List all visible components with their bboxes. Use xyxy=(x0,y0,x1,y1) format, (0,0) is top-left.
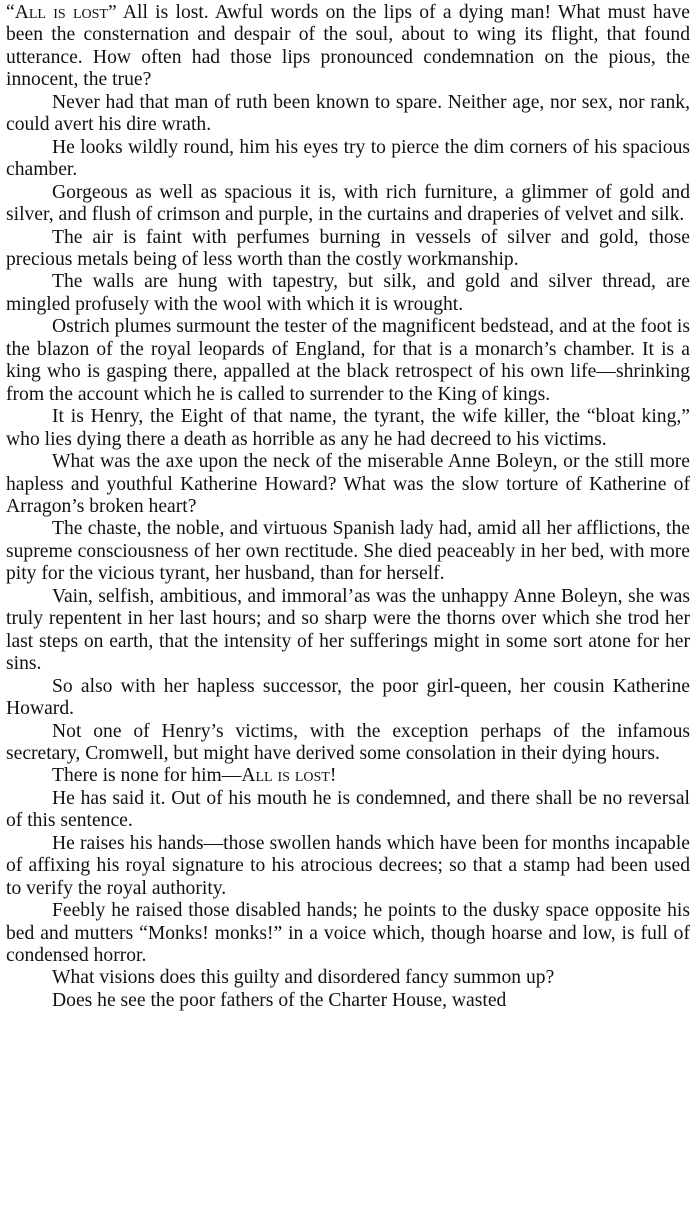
small-caps-exclamation: All is lost xyxy=(241,765,330,787)
paragraph-10: The chaste, the noble, and virtuous Spanish lady had, amid all her afflictions, the supreme consciousness of her own rectitude. She died peaceably in her bed, with more pity for the vicious tyrant, her husband, than for herself. xyxy=(6,518,690,585)
paragraph-18: What visions does this guilty and disordered fancy summon up? xyxy=(52,967,555,989)
paragraph-6: The walls are hung with tapestry, but silk, and gold and silver thread, are mingled profusely with the wool with which it is wrought. xyxy=(6,271,690,315)
paragraph-17: Feebly he raised those disabled hands; he points to the dusky space opposite his bed and mutters “Monks! monks!” in a voice which, though hoarse and low, is full of condensed horror. xyxy=(6,900,690,967)
small-caps-exclamation: “All is lost” xyxy=(6,2,117,23)
paragraph-11: Vain, selfish, ambitious, and immoral’as was the unhappy Anne Boleyn, she was truly repentent in her last hours; and so sharp were the thorns over which she trod her last steps on earth, that the intensity of her sufferings might in some sort atone for her sins. xyxy=(6,585,690,675)
paragraph-9: What was the axe upon the neck of the miserable Anne Boleyn, or the still more hapless and youthful Katherine Howard? What was the slow torture of Katherine of Arragon’s broken heart? xyxy=(6,451,690,517)
paragraph-4: Gorgeous as well as spacious it is, with rich furniture, a glimmer of gold and silver, and flush of crimson and purple, in the curtains and draperies of velvet and silk. xyxy=(6,181,690,226)
paragraph-12: So also with her hapless successor, the poor girl-queen, her cousin Katherine Howard. xyxy=(6,675,690,720)
paragraph-19: Does he see the poor fathers of the Charter House, wasted xyxy=(52,989,507,1011)
paragraph-5: The air is faint with perfumes burning in vessels of silver and gold, those precious metals being of less worth than the costly workmanship. xyxy=(6,226,690,270)
paragraph-14 xyxy=(6,765,690,787)
paragraph-text-end: ! xyxy=(329,765,337,787)
paragraph-13: Not one of Henry’s victims, with the exception perhaps of the infamous secretary, Cromwell, but might have derived some consolation in their dying hours. xyxy=(6,720,690,764)
paragraph-text: There is none for him— xyxy=(52,765,242,787)
paragraph-8: It is Henry, the Eight of that name, the tyrant, the wife killer, the “bloat king,” who lies dying there a death as horrible as any he had decreed to his victims. xyxy=(6,406,690,450)
paragraph-1 xyxy=(6,2,690,92)
paragraph-text: All is lost. Awful words on the lips of a dying man! What must have been the consternation and despair of the soul, about to wing its flight, that found utterance. How often had those lips pronounced condemnation on the pious, the innocent, the true? xyxy=(6,2,690,91)
paragraph-2: Never had that man of ruth been known to spare. Neither age, nor sex, nor rank, could avert his dire wrath. xyxy=(6,91,690,136)
paragraph-15: He has said it. Out of his mouth he is condemned, and there shall be no reversal of this sentence. xyxy=(6,787,690,832)
paragraph-16: He raises his hands—those swollen hands which have been for months incapable of affixing his royal signature to his atrocious decrees; so that a stamp had been used to verify the royal authority. xyxy=(6,832,690,899)
paragraph-7: Ostrich plumes surmount the tester of the magnificent bedstead, and at the foot is the blazon of the royal leopards of England, for that is a monarch’s chamber. It is a king who is gasping there, appalled at the black retrospect of his own life—shrinking from the account which he is called to surrender to the King of kings. xyxy=(6,316,690,405)
paragraph-3: He looks wildly round, him his eyes try to pierce the dim corners of his spacious chamber. xyxy=(6,136,690,181)
